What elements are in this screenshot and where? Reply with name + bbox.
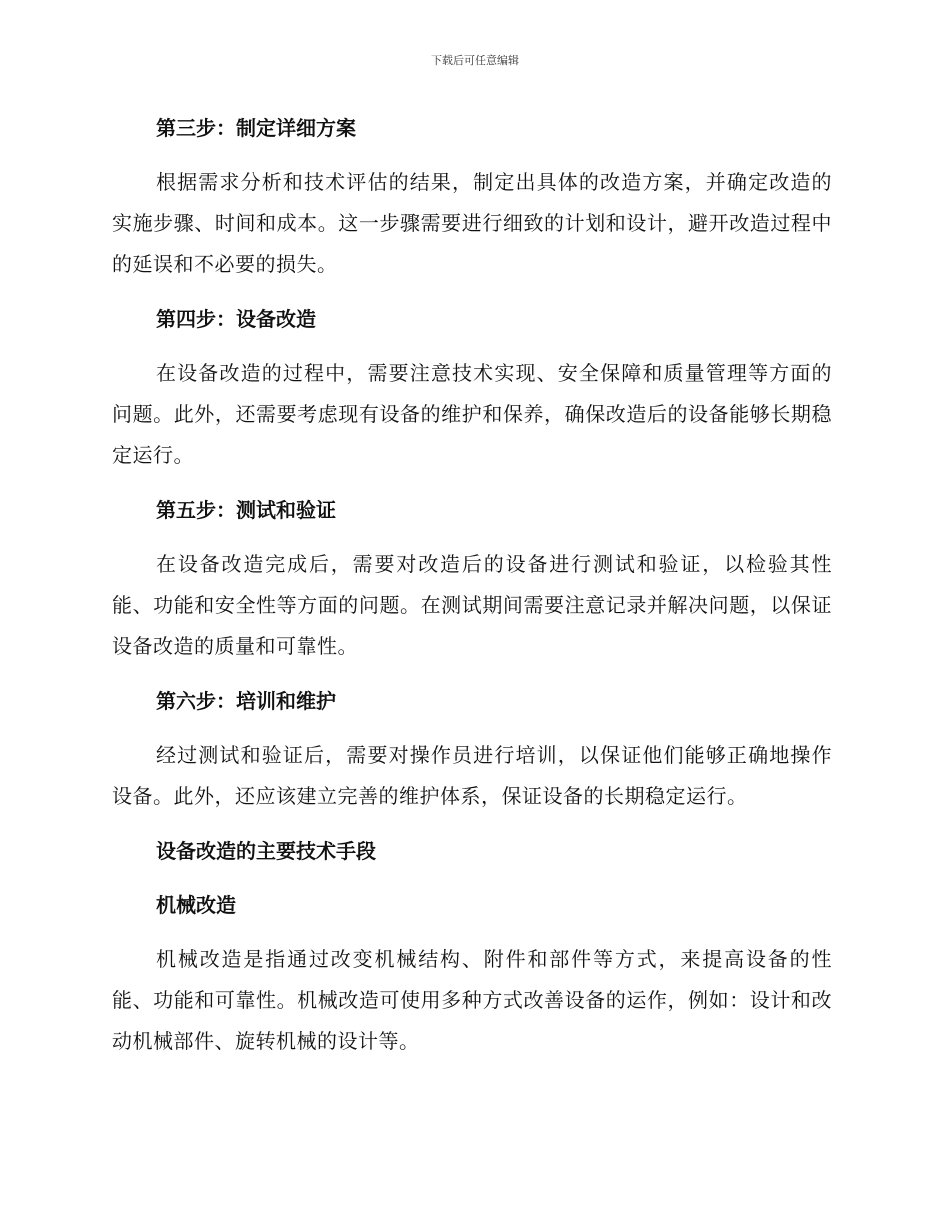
section-title: 设备改造的主要技术手段 [156, 839, 376, 863]
section-main-techniques [112, 831, 832, 1062]
document-body [112, 108, 832, 1076]
section-heading: 第四步：设备改造 [156, 307, 316, 331]
section-step-4 [112, 299, 832, 476]
subsection-paragraph: 机械改造是指通过改变机械结构、附件和部件等方式，来提高设备的性能、功能和可靠性。机械改造可使用多种方式改善设备的运作，例如：设计和改动机械部件、旋转机械的设计等。 [112, 947, 832, 1053]
section-step-5 [112, 490, 832, 667]
section-step-3 [112, 108, 832, 285]
section-step-6 [112, 681, 832, 817]
section-heading: 第五步：测试和验证 [156, 498, 336, 522]
section-paragraph: 经过测试和验证后，需要对操作员进行培训，以保证他们能够正确地操作设备。此外，还应该建立完善的维护体系，保证设备的长期稳定运行。 [112, 743, 832, 808]
section-paragraph: 在设备改造完成后，需要对改造后的设备进行测试和验证，以检验其性能、功能和安全性等方面的问题。在测试期间需要注意记录并解决问题，以保证设备改造的质量和可靠性。 [112, 552, 832, 658]
section-heading: 第六步：培训和维护 [156, 689, 336, 713]
subsection-heading: 机械改造 [156, 893, 236, 917]
section-paragraph: 根据需求分析和技术评估的结果，制定出具体的改造方案，并确定改造的实施步骤、时间和成本。这一步骤需要进行细致的计划和设计，避开改造过程中的延误和不必要的损失。 [112, 170, 832, 276]
section-heading: 第三步：制定详细方案 [156, 116, 356, 140]
section-paragraph: 在设备改造的过程中，需要注意技术实现、安全保障和质量管理等方面的问题。此外，还需要考虑现有设备的维护和保养，确保改造后的设备能够长期稳定运行。 [112, 361, 832, 467]
page-header: 下载后可任意编辑 [431, 54, 519, 67]
